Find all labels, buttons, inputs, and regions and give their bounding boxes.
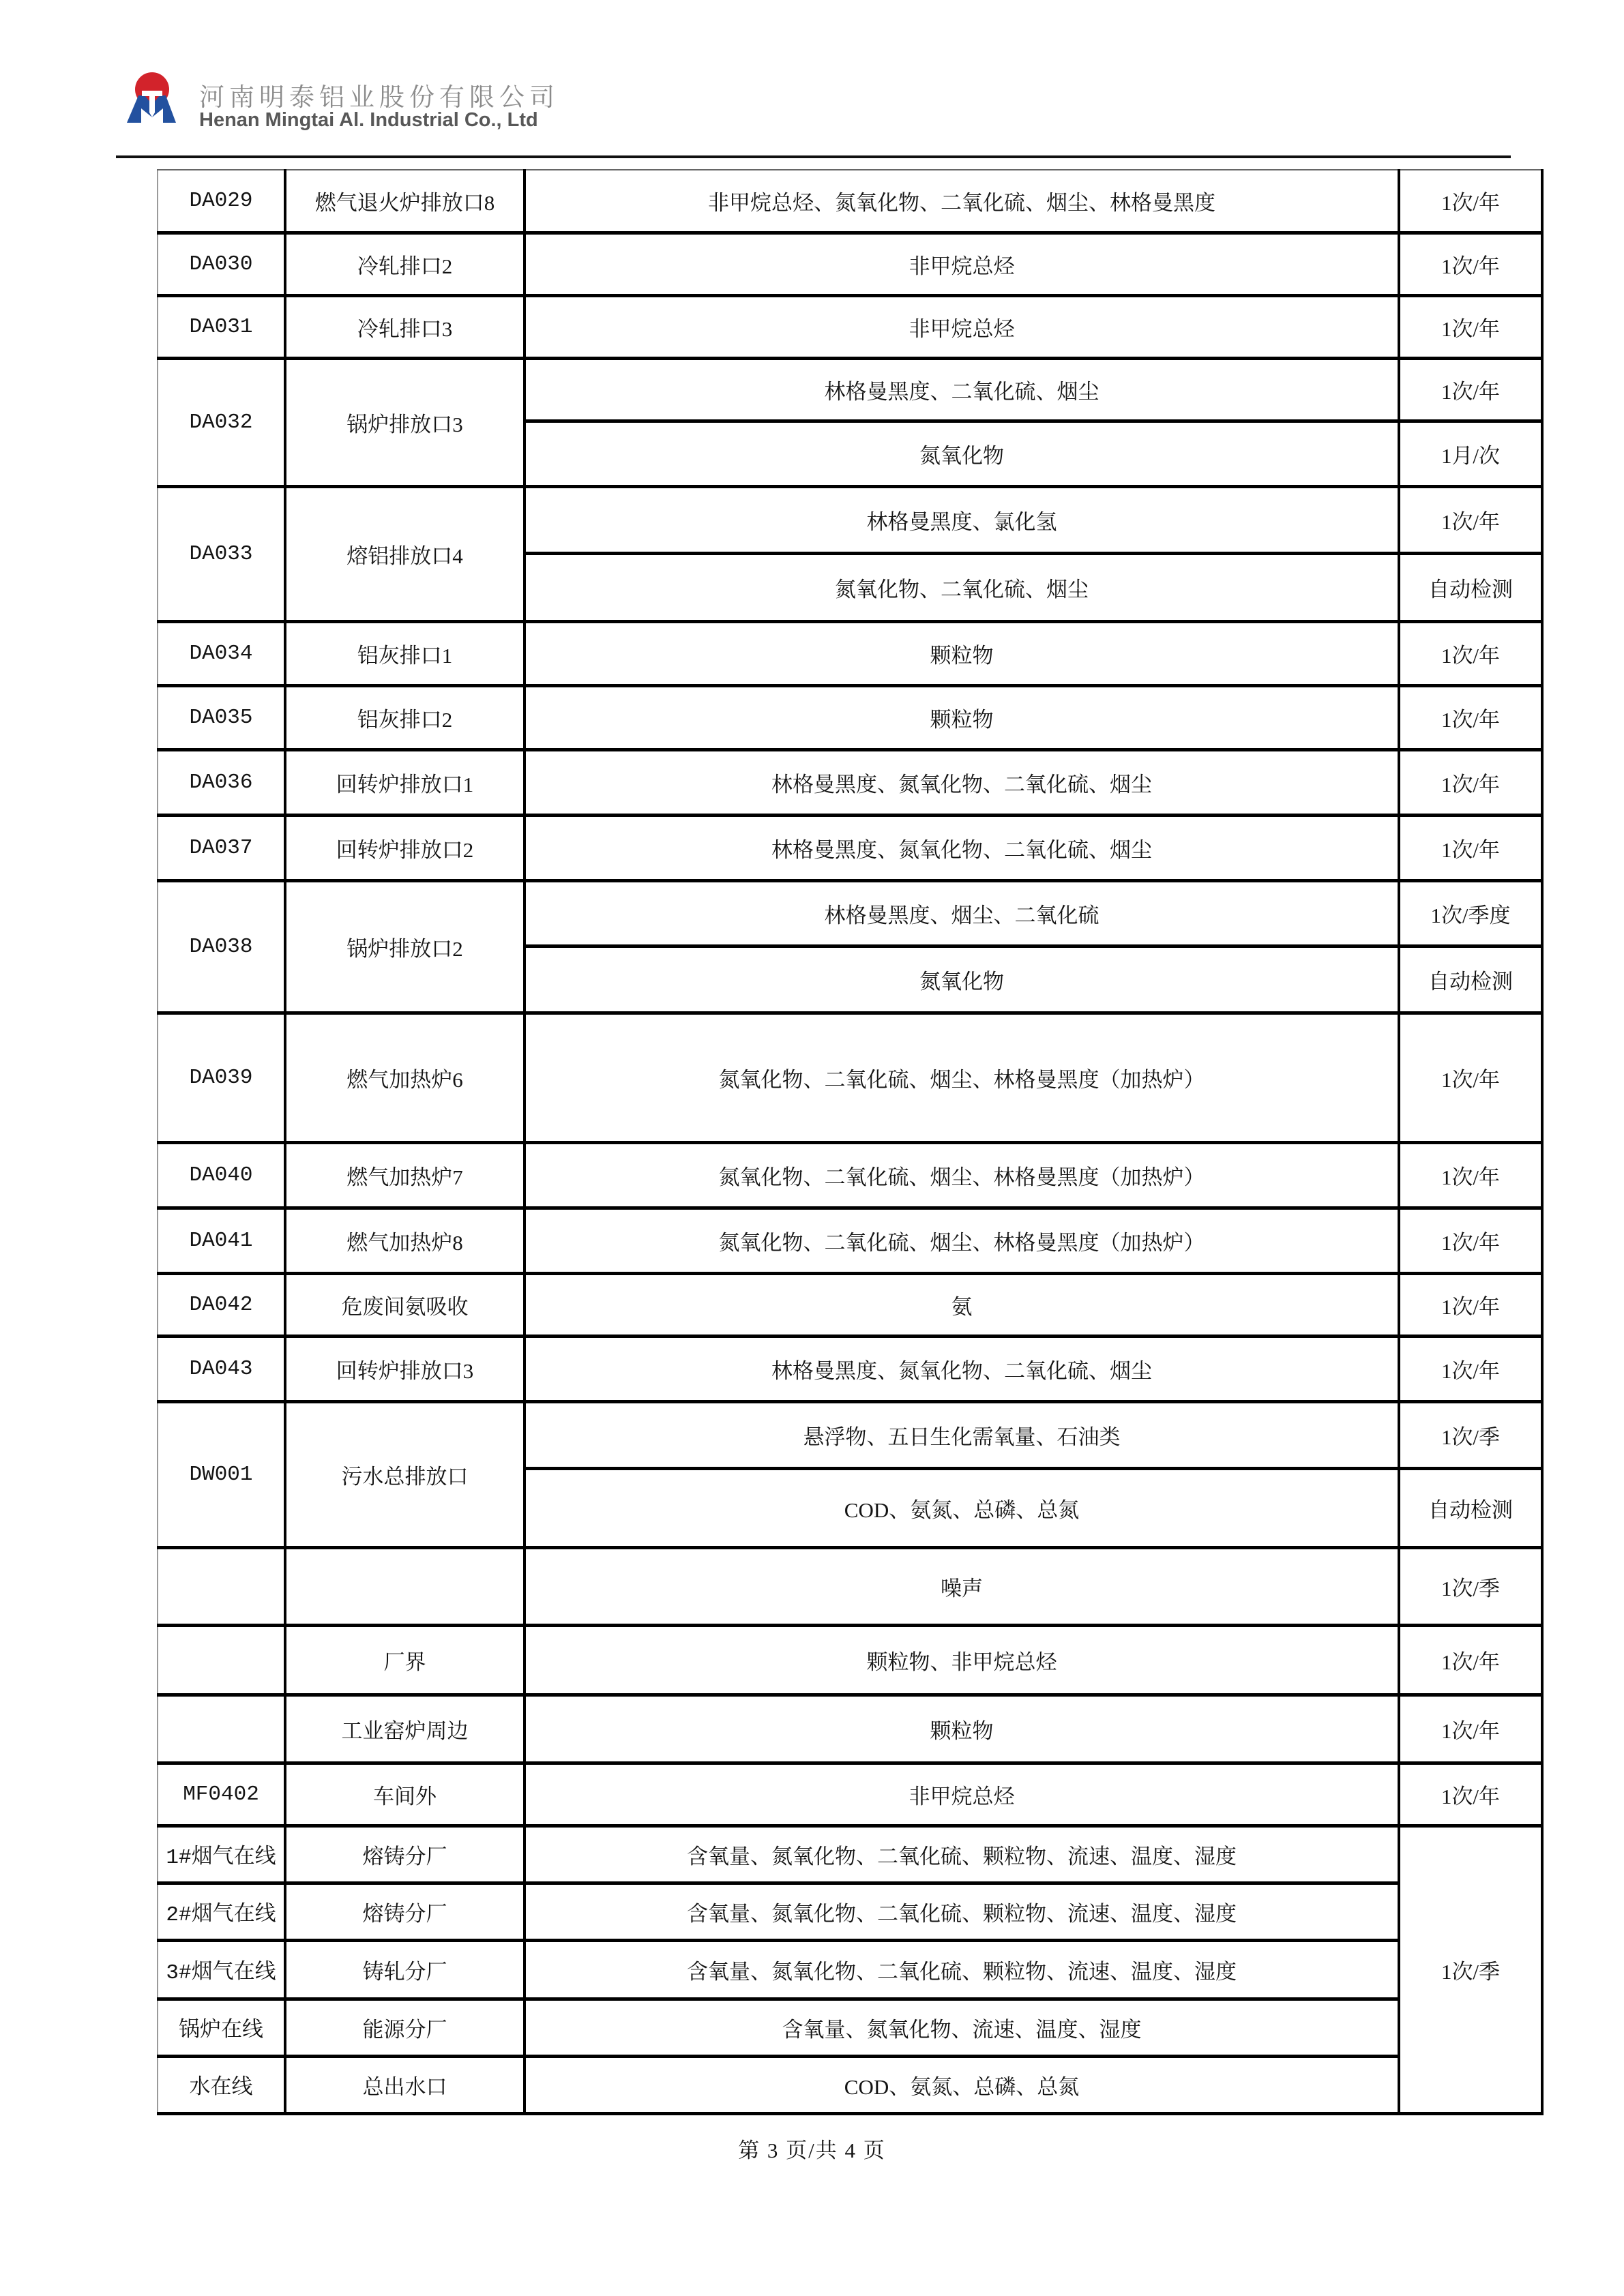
pollutants-cell: 含氧量、氮氧化物、流速、温度、湿度 [525,1999,1399,2056]
frequency-cell: 自动检测 [1399,1468,1542,1547]
frequency-cell: 1次/年 [1399,233,1542,295]
frequency-cell: 1次/年 [1399,1763,1542,1825]
pollutants-cell: 氮氧化物 [525,946,1399,1013]
outlet-name: 工业窑炉周边 [285,1695,525,1763]
table-row [158,170,1542,233]
table-row [158,1401,1542,1468]
pollutants-cell: 氮氧化物、二氧化硫、烟尘 [525,553,1399,621]
pollutants-cell: 含氧量、氮氧化物、二氧化硫、颗粒物、流速、温度、湿度 [525,1825,1399,1883]
outlet-code: 锅炉在线 [158,1999,285,2056]
outlet-code: DA038 [158,880,285,1013]
outlet-code: 2#烟气在线 [158,1883,285,1940]
table-row [158,685,1542,749]
pollutants-cell: 非甲烷总烃、氮氧化物、二氧化硫、烟尘、林格曼黑度 [525,170,1399,233]
pollutants-cell: 非甲烷总烃 [525,295,1399,358]
outlet-code: DA043 [158,1336,285,1401]
frequency-cell: 1次/年 [1399,815,1542,880]
frequency-cell: 1次/年 [1399,295,1542,358]
outlet-code: DA036 [158,749,285,815]
table-row [158,1142,1542,1208]
pollutants-cell: 颗粒物 [525,621,1399,685]
frequency-cell: 1次/年 [1399,1695,1542,1763]
pollutants-cell: 非甲烷总烃 [525,1763,1399,1825]
pollutants-cell: 颗粒物 [525,685,1399,749]
pollutants-cell: 噪声 [525,1547,1399,1625]
frequency-cell: 1次/年 [1399,358,1542,421]
frequency-cell: 1次/年 [1399,170,1542,233]
frequency-cell: 1次/年 [1399,486,1542,553]
outlet-code: DA031 [158,295,285,358]
table-row [158,815,1542,880]
table-row [158,1940,1542,1999]
outlet-name: 冷轧排口3 [285,295,525,358]
table-row [158,1825,1542,1883]
table-row [158,749,1542,815]
page-number: 第 3 页/共 4 页 [738,2138,886,2162]
table-row [158,233,1542,295]
frequency-cell: 1次/年 [1399,749,1542,815]
pollutants-cell: 颗粒物、非甲烷总烃 [525,1625,1399,1695]
pollutants-cell: COD、氨氮、总磷、总氮 [525,2056,1399,2113]
pollutants-cell: 非甲烷总烃 [525,233,1399,295]
outlet-name: 冷轧排口2 [285,233,525,295]
outlet-code: MF0402 [158,1763,285,1825]
frequency-cell: 1月/次 [1399,421,1542,486]
table-row [158,295,1542,358]
frequency-cell: 1次/季 [1399,1547,1542,1625]
pollutants-cell: 含氧量、氮氧化物、二氧化硫、颗粒物、流速、温度、湿度 [525,1940,1399,1999]
outlet-name: 铝灰排口2 [285,685,525,749]
frequency-cell: 1次/年 [1399,1273,1542,1336]
outlet-name: 锅炉排放口2 [285,880,525,1013]
outlet-code: DA041 [158,1208,285,1273]
table-row [158,1208,1542,1273]
outlet-name [285,1547,525,1625]
pollutants-cell: 氨 [525,1273,1399,1336]
outlet-code [158,1625,285,1695]
frequency-cell: 1次/季 [1399,1825,1542,2113]
pollutants-cell: 悬浮物、五日生化需氧量、石油类 [525,1401,1399,1468]
pollutants-cell: 氮氧化物、二氧化硫、烟尘、林格曼黑度（加热炉） [525,1208,1399,1273]
outlet-name: 熔铸分厂 [285,1825,525,1883]
pollutants-cell: 林格曼黑度、二氧化硫、烟尘 [525,358,1399,421]
frequency-cell: 1次/季度 [1399,880,1542,946]
pollutants-cell: 氮氧化物 [525,421,1399,486]
pollutants-cell: 林格曼黑度、氯化氢 [525,486,1399,553]
outlet-name: 回转炉排放口2 [285,815,525,880]
pollutants-cell: 林格曼黑度、氮氧化物、二氧化硫、烟尘 [525,749,1399,815]
pollutants-cell: 含氧量、氮氧化物、二氧化硫、颗粒物、流速、温度、湿度 [525,1883,1399,1940]
table-row [158,486,1542,553]
pollutants-cell: 氮氧化物、二氧化硫、烟尘、林格曼黑度（加热炉） [525,1142,1399,1208]
table-row [158,1013,1542,1142]
outlet-code [158,1547,285,1625]
table-row [158,1625,1542,1695]
outlet-code: DA042 [158,1273,285,1336]
outlet-name: 回转炉排放口1 [285,749,525,815]
outlet-name: 铸轧分厂 [285,1940,525,1999]
outlet-code: 1#烟气在线 [158,1825,285,1883]
outlet-name: 燃气加热炉7 [285,1142,525,1208]
outlet-name: 车间外 [285,1763,525,1825]
outlet-name: 铝灰排口1 [285,621,525,685]
pollutants-cell: 颗粒物 [525,1695,1399,1763]
company-name-zh: 河南明泰铝业股份有限公司 [199,84,559,112]
company-name-en: Henan Mingtai Al. Industrial Co., Ltd [199,109,538,131]
outlet-code: 水在线 [158,2056,285,2113]
outlet-code: 3#烟气在线 [158,1940,285,1999]
frequency-cell: 1次/年 [1399,1208,1542,1273]
pollutants-cell: 林格曼黑度、氮氧化物、二氧化硫、烟尘 [525,815,1399,880]
outlet-name: 回转炉排放口3 [285,1336,525,1401]
table-row [158,358,1542,421]
frequency-cell: 1次/年 [1399,1142,1542,1208]
outlet-code: DA032 [158,358,285,486]
outlet-name: 燃气加热炉8 [285,1208,525,1273]
table-row [158,880,1542,946]
outlet-name: 燃气加热炉6 [285,1013,525,1142]
outlet-name: 锅炉排放口3 [285,358,525,486]
outlet-name: 总出水口 [285,2056,525,2113]
outlet-code: DA030 [158,233,285,295]
frequency-cell: 1次/年 [1399,1625,1542,1695]
outlet-name: 熔铸分厂 [285,1883,525,1940]
frequency-cell: 1次/年 [1399,621,1542,685]
table-row [158,1883,1542,1940]
frequency-cell: 自动检测 [1399,553,1542,621]
pollutants-cell: 林格曼黑度、烟尘、二氧化硫 [525,880,1399,946]
outlet-name: 危废间氨吸收 [285,1273,525,1336]
frequency-cell: 1次/年 [1399,685,1542,749]
frequency-cell: 1次/季 [1399,1401,1542,1468]
frequency-cell: 1次/年 [1399,1013,1542,1142]
header-divider [116,155,1511,158]
outlet-code: DA035 [158,685,285,749]
outlet-code: DA034 [158,621,285,685]
table-row [158,621,1542,685]
outlet-name: 厂界 [285,1625,525,1695]
table-row [158,1336,1542,1401]
outlet-name: 燃气退火炉排放口8 [285,170,525,233]
outlet-code: DA037 [158,815,285,880]
outlet-code: DA029 [158,170,285,233]
outlet-code: DA033 [158,486,285,621]
pollutants-cell: COD、氨氮、总磷、总氮 [525,1468,1399,1547]
outlet-code: DA039 [158,1013,285,1142]
outlet-name: 能源分厂 [285,1999,525,2056]
pollutants-cell: 林格曼黑度、氮氧化物、二氧化硫、烟尘 [525,1336,1399,1401]
monitoring-table [157,169,1544,2115]
outlet-code: DW001 [158,1401,285,1547]
outlet-code: DA040 [158,1142,285,1208]
frequency-cell: 自动检测 [1399,946,1542,1013]
pollutants-cell: 氮氧化物、二氧化硫、烟尘、林格曼黑度（加热炉） [525,1013,1399,1142]
outlet-code [158,1695,285,1763]
outlet-name: 污水总排放口 [285,1401,525,1547]
table-row [158,1547,1542,1625]
table-row [158,1695,1542,1763]
table-row [158,1763,1542,1825]
table-row [158,1999,1542,2056]
outlet-name: 熔铝排放口4 [285,486,525,621]
frequency-cell: 1次/年 [1399,1336,1542,1401]
company-logo-icon [125,72,177,124]
table-row [158,1273,1542,1336]
table-row [158,2056,1542,2113]
